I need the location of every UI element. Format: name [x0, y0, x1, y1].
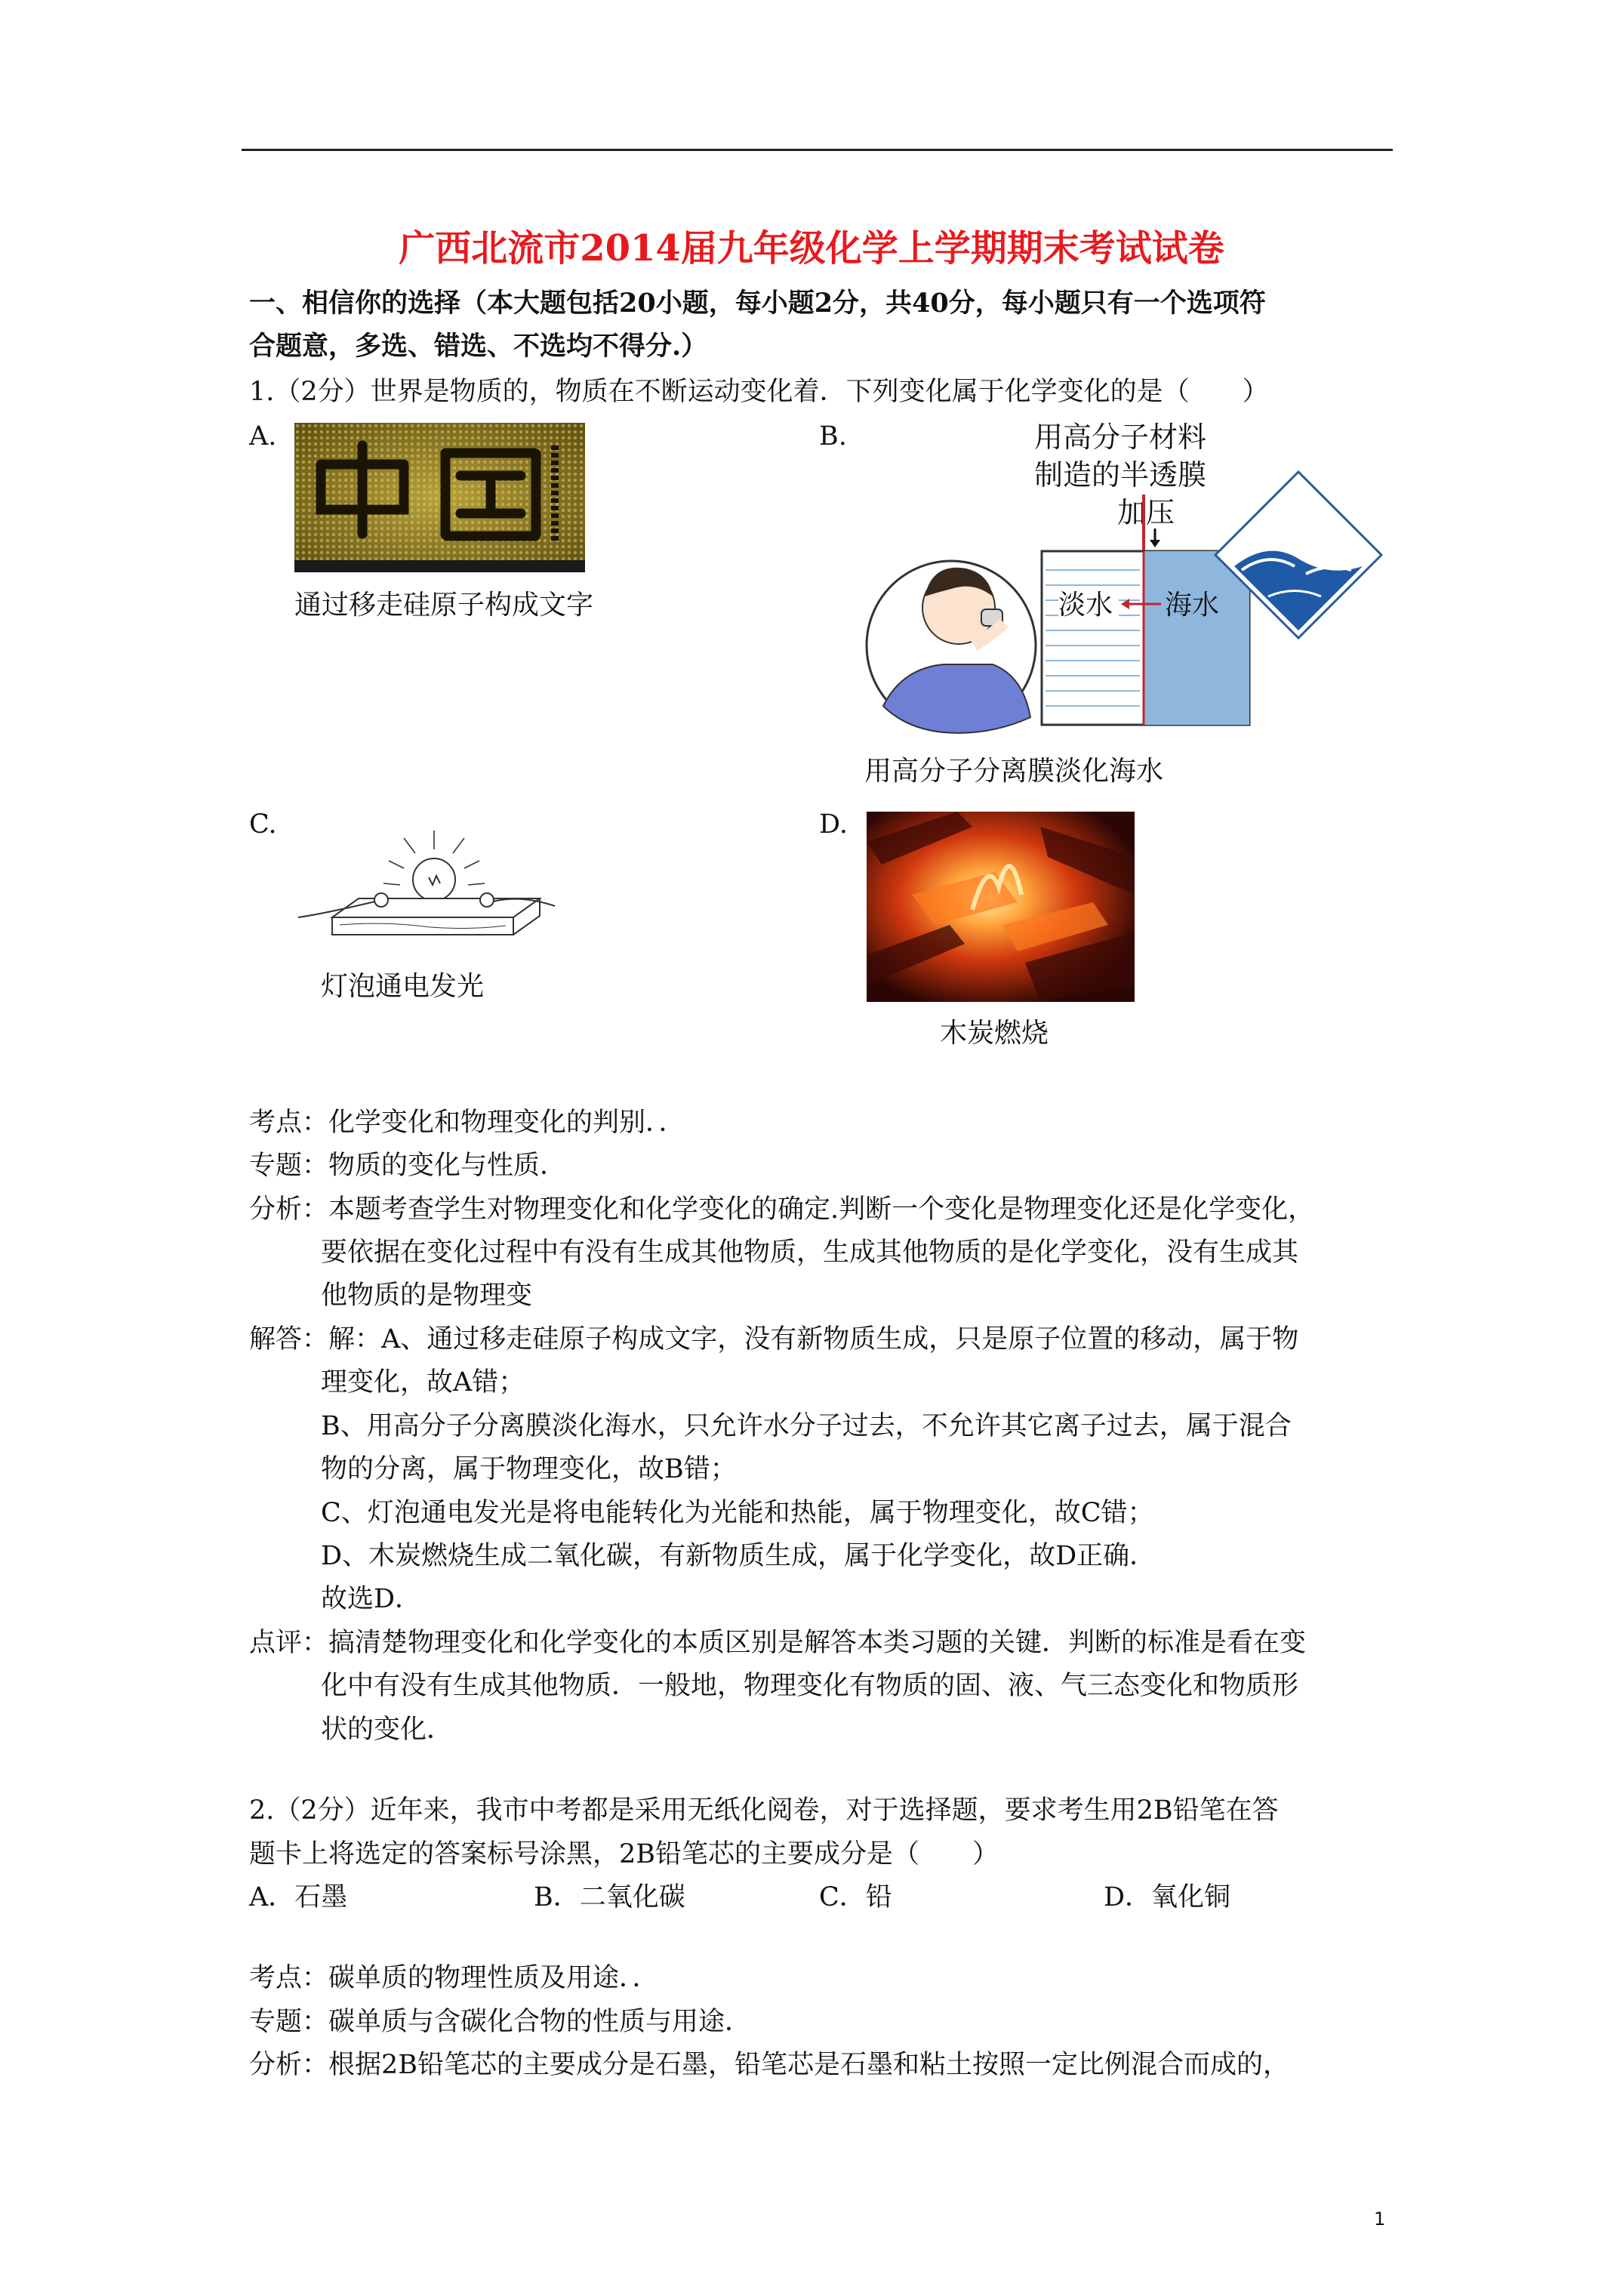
q2-option-c: C．铅 — [819, 1882, 892, 1912]
q1-option-d-label: D. — [819, 809, 848, 840]
diagram-text-line1: 用高分子材料 — [1034, 421, 1207, 454]
burning-charcoal-image — [867, 812, 1135, 1002]
q2-stem-line1: 2.（2分）近年来，我市中考都是采用无纸化阅卷，对于选择题，要求考生用2B铅笔在答 — [249, 1795, 1279, 1826]
desalination-diagram — [861, 419, 1389, 744]
q1-jieda-line4: 物的分离，属于物理变化，故B错； — [321, 1454, 737, 1484]
q1-stem: 1.（2分）世界是物质的，物质在不断运动变化着．下列变化属于化学变化的是（ ） — [249, 377, 1269, 407]
q1-jieda-line3: B、用高分子分离膜淡化海水，只允许水分子过去，不允许其它离子过去，属于混合 — [321, 1411, 1292, 1441]
q2-stem-line2: 题卡上将选定的答案标号涂黑，2B铅笔芯的主要成分是（ ） — [249, 1839, 999, 1869]
q2-kaodian: 考点：碳单质的物理性质及用途．． — [249, 1963, 659, 1993]
header-rule — [242, 149, 1393, 151]
q1-fenxi-line3: 他物质的是物理变 — [321, 1281, 533, 1311]
q1-option-c-caption: 灯泡通电发光 — [321, 971, 485, 1002]
q2-option-a: A．石墨 — [249, 1882, 348, 1912]
q1-fenxi-line2: 要依据在变化过程中有没有生成其他物质，生成其他物质的是化学变化，没有生成其 — [321, 1237, 1299, 1268]
q1-dianping-line2: 化中有没有生成其他物质．一般地，物理变化有物质的固、液、气三态变化和物质形 — [321, 1671, 1299, 1701]
q1-jieda-line2: 理变化，故A错； — [321, 1367, 525, 1398]
q1-dianping-line1: 点评：搞清楚物理变化和化学变化的本质区别是解答本类习题的关键．判断的标准是看在变 — [249, 1628, 1307, 1658]
page-number: 1 — [1374, 2208, 1386, 2230]
q1-jieda-line1: 解答：解：A、通过移走硅原子构成文字，没有新物质生成，只是原子位置的移动，属于物 — [249, 1324, 1299, 1354]
section-heading-line1: 一、相信你的选择（本大题包括20小题，每小题2分，共40分，每小题只有一个选项符 — [249, 288, 1266, 319]
q1-option-b-caption: 用高分子分离膜淡化海水 — [864, 756, 1164, 787]
q1-dianping-line3: 状的变化． — [321, 1715, 454, 1745]
q1-option-d-caption: 木炭燃烧 — [940, 1018, 1049, 1049]
light-bulb-image — [294, 823, 559, 955]
q1-option-c-label: C. — [249, 809, 277, 840]
diagram-fresh-label: 淡水 — [1058, 590, 1113, 621]
q2-option-d: D．氧化铜 — [1104, 1882, 1231, 1912]
q1-kaodian: 考点：化学变化和物理变化的判别．． — [249, 1108, 685, 1138]
q1-jieda-line6: D、木炭燃烧生成二氧化碳，有新物质生成，属于化学变化，故D正确． — [321, 1541, 1156, 1571]
diagram-text-line2: 制造的半透膜 — [1034, 458, 1207, 492]
q1-jieda-line5: C、灯泡通电发光是将电能转化为光能和热能，属于物理变化，故C错； — [321, 1498, 1154, 1528]
section-heading-line2: 合题意，多选、错选、不选均不得分.） — [249, 331, 708, 362]
q1-zhuanti: 专题：物质的变化与性质． — [249, 1151, 567, 1181]
q1-option-a-label: A. — [249, 421, 277, 451]
q1-fenxi-line1: 分析：本题考查学生对物理变化和化学变化的确定.判断一个变化是物理变化还是化学变化， — [249, 1194, 1315, 1225]
q2-fenxi: 分析：根据2B铅笔芯的主要成分是石墨，铅笔芯是石墨和粘土按照一定比例混合而成的， — [249, 2050, 1289, 2080]
page-title: 广西北流市2014届九年级化学上学期期末考试试卷 — [399, 227, 1224, 270]
q2-option-b: B．二氧化碳 — [534, 1882, 685, 1912]
diagram-sea-label: 海水 — [1165, 590, 1220, 621]
q1-option-a-caption: 通过移走硅原子构成文字 — [294, 590, 594, 621]
silicon-atoms-image — [294, 423, 585, 572]
diagram-pressure-label: 加压 — [1117, 496, 1175, 529]
q1-jieda-line7: 故选D． — [321, 1584, 422, 1614]
q1-option-b-label: B. — [819, 421, 847, 451]
q2-zhuanti: 专题：碳单质与含碳化合物的性质与用途． — [249, 2007, 752, 2037]
